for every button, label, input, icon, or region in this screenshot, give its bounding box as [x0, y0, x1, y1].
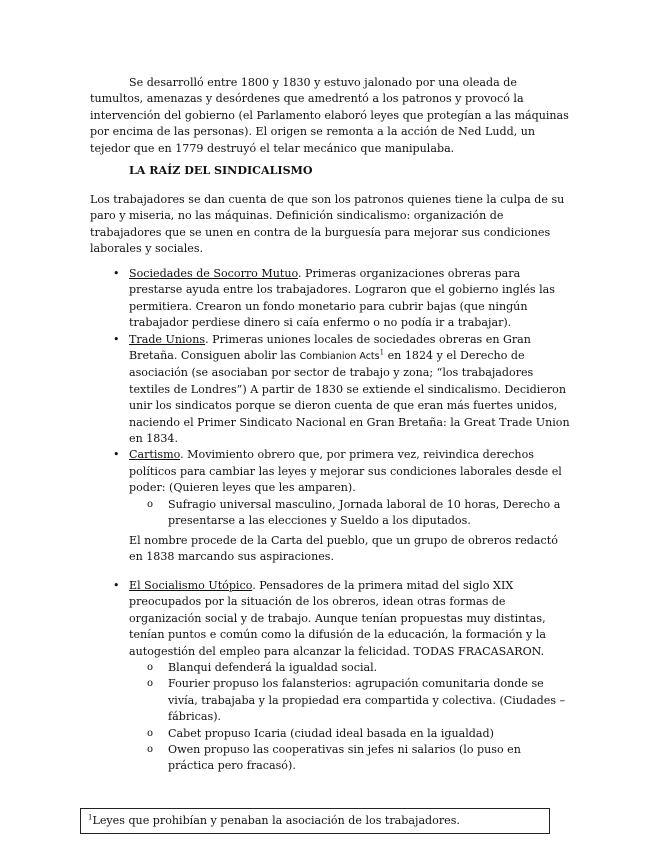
item-text: en 1824 y el Derecho de asociación (se asociaban por sector de trabajo y zona; “los trabajadores textiles de Londres”) A partir de 1830 se extiende el sindicalismo. Decidieron unir los sindicatos porque se dieron cuenta de que eran más fuertes unidos, naciendo el Primer Sindicato Nacional en Gran Bretaña: la Great Trade Union en 1834.: [129, 349, 570, 446]
bullet-icon: •: [113, 579, 120, 592]
item-title: Cartismo: [129, 448, 181, 462]
sub-list-item: [129, 726, 570, 742]
sub-item-text: Blanqui defenderá la igualdad social.: [168, 661, 378, 675]
item-text: . Primeras uniones locales de sociedades obreras en Gran Bretaña. Consiguen abolir las: [129, 332, 531, 363]
item-title: Sociedades de Socorro Mutuo: [129, 267, 298, 280]
sub-item-text: Cabet propuso Icaria (ciudad ideal basada en la igualdad): [168, 726, 494, 740]
item-title: Trade Unions: [129, 332, 206, 346]
circle-bullet-icon: o: [147, 662, 154, 674]
sub-list: [129, 660, 570, 775]
footnote-mark: 1: [88, 813, 93, 822]
intro-paragraph: Se desarrolló entre 1800 y 1830 y estuvo jalonado por una oleada de tumultos, amenazas y desórdenes que amedrentó a los patronos y provocó la intervención del gobierno (el Parlamento elaboró leyes que protegían a las máquinas por encima de las personas). El origen se remonta a la acción de Ned Ludd, un tejedor que en 1779 destruyó el telar mecánico que manipulaba.: [90, 76, 569, 155]
sub-list-item: [129, 676, 570, 725]
item-text: . Movimiento obrero que, por primera vez, reivindica derechos políticos para cambiar las leyes y mejorar sus condiciones laborales desde el poder: (Quieren leyes que les amparen).: [129, 448, 562, 495]
bullet-icon: •: [113, 332, 120, 346]
list-item-trade-unions: [90, 332, 570, 448]
sub-list: [129, 497, 570, 530]
list-item-socialismo-utopico: [90, 578, 570, 775]
footnote-text: Leyes que prohibían y penaban la asociación de los trabajadores.: [92, 814, 460, 827]
footnote: [80, 808, 550, 834]
item-text: . Pensadores de la primera mitad del siglo XIX preocupados por la situación de los obreros, idean otras formas de organización social y de trabajo. Aunque tenían propuestas muy distintas, tenían puntos e común como la difusión de la educación, la formación y la autogestión del empleo para alcanzar la felicidad. TODAS FRACASARON.: [129, 579, 547, 658]
item-text: . Primeras organizaciones obreras para prestarse ayuda entre los trabajadores. Lograron que el gobierno inglés las permitiera. Crearon un fondo monetario para cubrir bajas (que ningún trabajador perdiese dinero si caía enfermo o no podía ir a trabajar).: [129, 267, 555, 330]
sub-item-text: Owen propuso las cooperativas sin jefes ni salarios (lo puso en práctica pero fracasó).: [168, 743, 521, 773]
circle-bullet-icon: o: [147, 744, 154, 756]
list-item-cartismo: [90, 447, 570, 529]
sub-list-item: [129, 497, 570, 530]
circle-bullet-icon: o: [147, 678, 154, 690]
list-item-socorro-mutuo: [90, 266, 570, 332]
circle-bullet-icon: o: [147, 727, 154, 739]
sub-item-text: Sufragio universal masculino, Jornada laboral de 10 horas, Derecho a presentarse a las elecciones y Sueldo a los diputados.: [168, 497, 561, 528]
sub-list-item: [129, 742, 570, 775]
sub-item-text: Fourier propuso los falansterios: agrupación comunitaria donde se vivía, trabajaba y la propiedad era compartida y colectiva. (Ciudades – fábricas).: [168, 677, 566, 724]
combination-acts-term: Combianion Acts: [299, 351, 380, 363]
footnote-reference[interactable]: 1: [379, 348, 385, 357]
sub-list-item: [129, 660, 570, 676]
carta-paragraph: El nombre procede de la Carta del pueblo, que un grupo de obreros redactó en 1838 marcando sus aspiraciones.: [129, 534, 558, 564]
circle-bullet-icon: o: [147, 498, 154, 510]
bullet-icon: •: [113, 448, 120, 462]
section-heading: LA RAÍZ DEL SINDICALISMO: [129, 164, 313, 177]
item-title: El Socialismo Utópico: [129, 579, 253, 592]
bullet-list: [90, 266, 570, 530]
bullet-list-utopico: [90, 578, 570, 775]
definition-paragraph: Los trabajadores se dan cuenta de que son los patronos quienes tiene la culpa de su paro y miseria, no las máquinas. Definición sindicalismo: organización de trabajadores que se unen en contra de la burguesía para mejorar sus condiciones laborales y sociales.: [90, 193, 565, 256]
bullet-icon: •: [113, 267, 120, 280]
